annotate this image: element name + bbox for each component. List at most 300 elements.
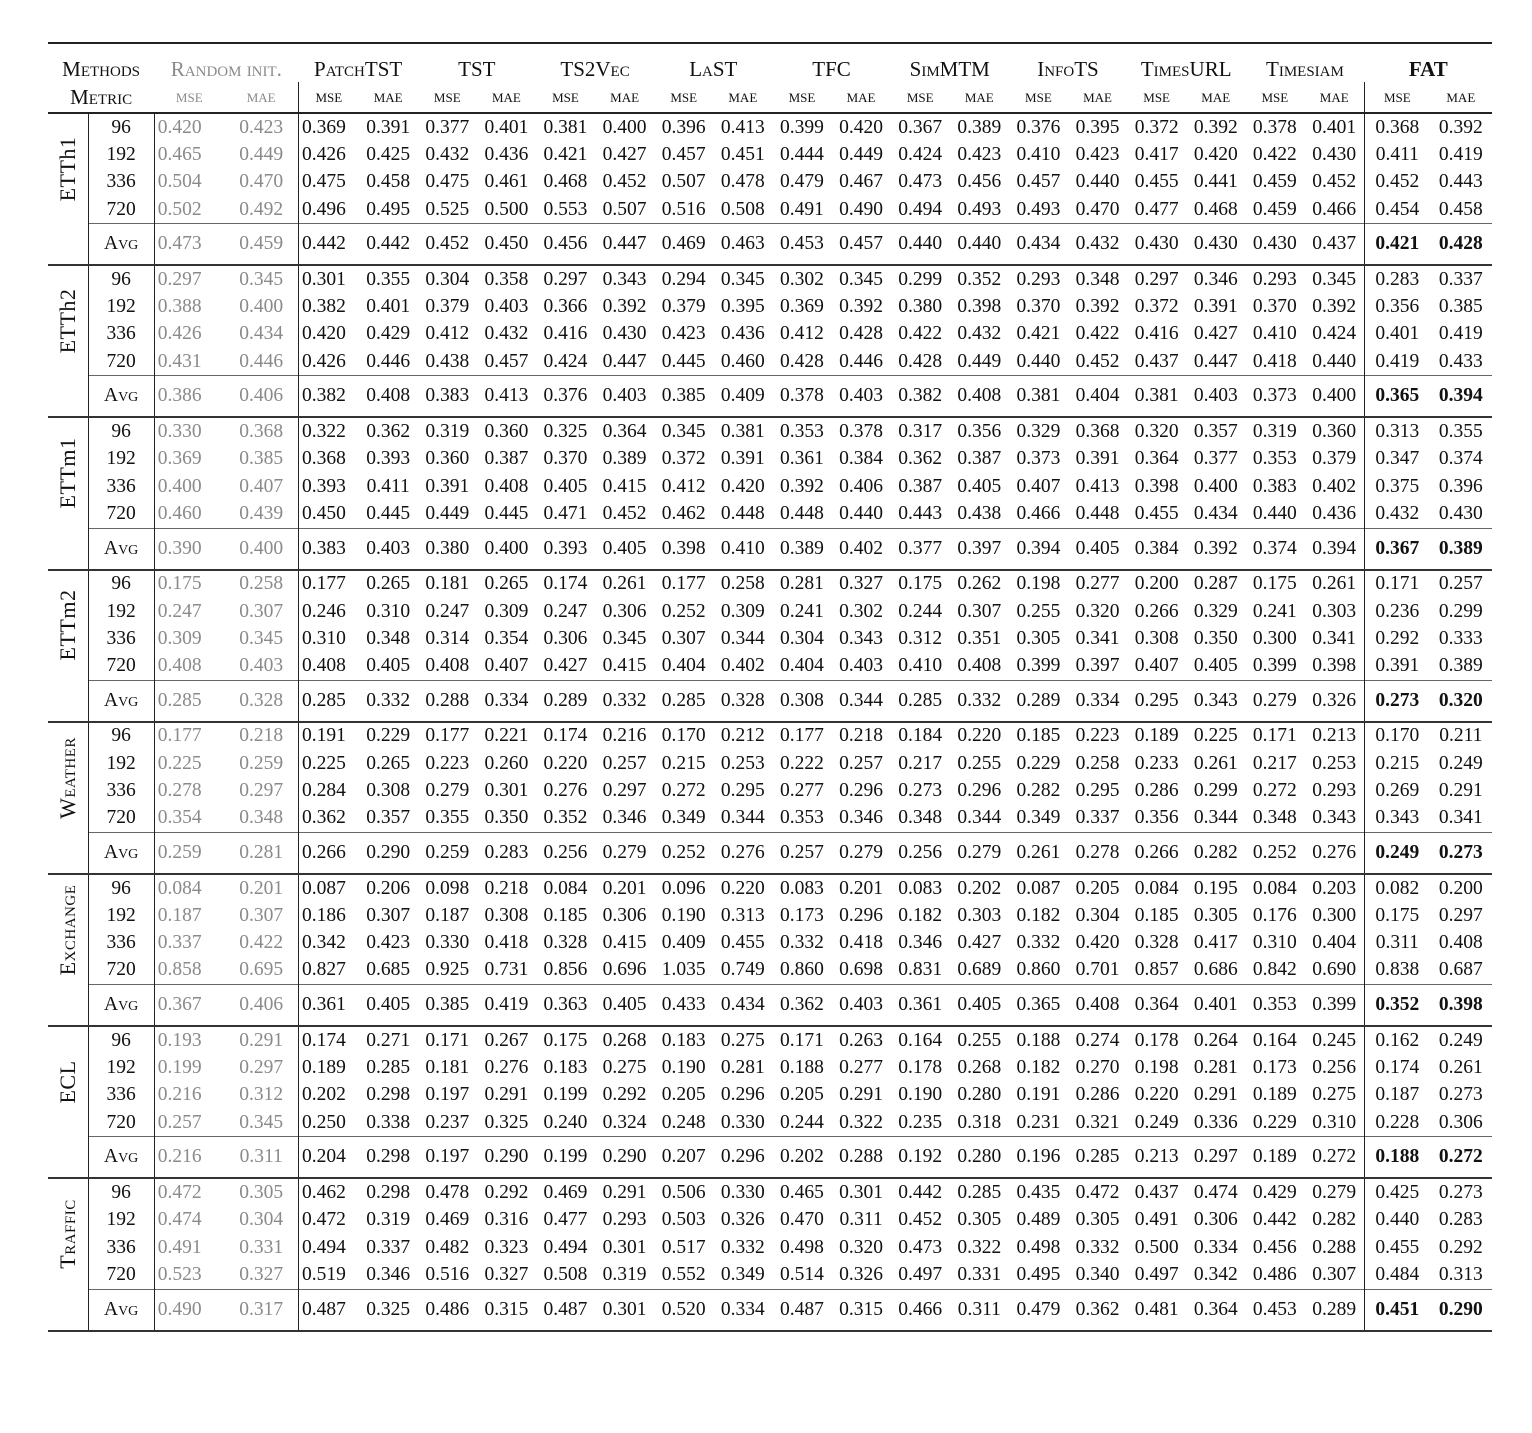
value-cell: 0.427	[602, 143, 647, 165]
random-init-value: 0.858	[154, 957, 224, 985]
dataset-label	[48, 1178, 88, 1289]
value-cell: 0.370	[543, 448, 588, 470]
avg-value-cell: 0.400	[1304, 376, 1364, 418]
value-cell: 0.470	[780, 1209, 824, 1231]
avg-value-cell: 0.487	[772, 1289, 831, 1331]
value-cell: 0.265	[366, 573, 411, 595]
avg-value-cell: 0.408	[950, 376, 1009, 418]
value-cell: 0.346	[602, 807, 647, 829]
value-cell: 0.352	[957, 268, 1002, 290]
random-init-value: 0.304	[239, 1209, 284, 1231]
avg-value-cell: 0.365	[1009, 985, 1068, 1027]
value-cell: 0.241	[780, 600, 824, 622]
value-cell: 0.368	[299, 446, 359, 473]
value-cell: 0.377	[1193, 448, 1238, 470]
value-cell: 0.343	[839, 627, 883, 649]
avg-value-cell: 0.430	[1127, 224, 1186, 266]
value-cell: 0.346	[898, 932, 943, 954]
value-cell: 0.466	[1312, 198, 1357, 220]
avg-value-cell: 0.384	[1127, 528, 1186, 570]
table-row	[48, 1234, 1492, 1261]
fat-value-cell: 0.299	[1438, 600, 1483, 622]
value-cell: 0.427	[1193, 323, 1238, 345]
value-cell: 0.174	[543, 573, 588, 595]
value-cell: 0.301	[602, 1236, 647, 1258]
avg-value-cell: 0.311	[950, 1289, 1009, 1331]
value-cell: 0.307	[366, 904, 411, 926]
table-row	[48, 722, 1492, 750]
avg-fat-value-cell: 0.367	[1365, 528, 1430, 570]
value-cell: 0.448	[780, 502, 824, 524]
value-cell: 0.329	[1193, 600, 1238, 622]
value-cell: 0.361	[780, 448, 824, 470]
fat-value-cell: 0.392	[1438, 116, 1483, 138]
value-cell: 0.202	[957, 877, 1002, 899]
value-cell: 0.356	[1134, 807, 1179, 829]
avg-spacer	[48, 832, 88, 874]
value-cell: 0.326	[720, 1209, 765, 1231]
avg-value-cell: 0.296	[713, 1137, 772, 1179]
value-cell: 0.436	[720, 323, 765, 345]
avg-value-cell: 0.440	[950, 224, 1009, 266]
metric-mae: mae	[728, 86, 758, 107]
value-cell: 0.291	[839, 1084, 883, 1106]
avg-value-cell: 0.289	[536, 680, 595, 722]
value-cell: 0.495	[1016, 1263, 1061, 1285]
avg-spacer	[48, 1289, 88, 1331]
value-cell: 0.282	[1016, 779, 1061, 801]
table-header	[48, 43, 1492, 113]
avg-value-cell: 0.397	[950, 528, 1009, 570]
horizon-cell: 336	[106, 323, 136, 345]
random-init-value: 0.258	[239, 573, 284, 595]
value-cell: 0.275	[720, 1029, 765, 1051]
value-cell: 0.494	[898, 198, 943, 220]
value-cell: 0.326	[839, 1263, 883, 1285]
avg-value-cell: 0.447	[595, 224, 654, 266]
random-init-value: 0.368	[239, 421, 284, 443]
value-cell: 0.215	[661, 752, 706, 774]
value-cell: 0.313	[720, 904, 765, 926]
metric-mae: mae	[1319, 86, 1349, 107]
value-cell: 0.409	[661, 932, 706, 954]
value-cell: 0.391	[366, 116, 411, 138]
value-cell: 0.418	[1252, 350, 1297, 372]
value-cell: 0.474	[1193, 1181, 1238, 1203]
fat-value-cell: 0.283	[1438, 1209, 1483, 1231]
value-cell: 0.452	[602, 502, 647, 524]
value-cell: 0.295	[1075, 779, 1120, 801]
avg-value-cell: 0.361	[299, 985, 359, 1027]
random-init-value: 0.327	[239, 1263, 284, 1285]
value-cell: 0.270	[1075, 1057, 1120, 1079]
avg-value-cell: 0.405	[595, 985, 654, 1027]
avg-value-cell: 0.433	[654, 985, 713, 1027]
avg-value-cell: 0.325	[359, 1289, 418, 1331]
table-row	[48, 141, 1492, 168]
value-cell: 0.407	[1134, 655, 1179, 677]
value-cell: 0.422	[1252, 143, 1297, 165]
avg-label: Avg	[88, 680, 154, 722]
avg-random-value: 0.317	[224, 1289, 298, 1331]
value-cell: 0.391	[720, 448, 765, 470]
value-cell: 0.175	[898, 573, 943, 595]
value-cell: 0.084	[543, 877, 588, 899]
avg-value-cell: 0.266	[1127, 832, 1186, 874]
value-cell: 0.494	[543, 1236, 588, 1258]
avg-value-cell: 0.289	[1304, 1289, 1364, 1331]
value-cell: 0.344	[720, 627, 765, 649]
value-cell: 0.182	[1016, 904, 1061, 926]
value-cell: 0.307	[957, 600, 1002, 622]
horizon-cell: 96	[111, 1181, 131, 1203]
avg-value-cell: 0.279	[595, 832, 654, 874]
value-cell: 0.490	[839, 198, 883, 220]
fat-value-cell: 0.389	[1438, 655, 1483, 677]
value-cell: 0.260	[484, 752, 529, 774]
value-cell: 0.327	[839, 573, 883, 595]
value-cell: 0.084	[1134, 877, 1179, 899]
value-cell: 0.307	[1312, 1263, 1357, 1285]
random-init-label: Random init.	[170, 57, 282, 81]
table-row	[48, 1178, 1492, 1206]
metric-mse: mse	[315, 86, 343, 107]
value-cell: 0.297	[602, 779, 647, 801]
value-cell: 0.355	[366, 268, 411, 290]
value-cell: 0.436	[1312, 502, 1357, 524]
value-cell: 0.183	[543, 1057, 588, 1079]
value-cell: 0.084	[1252, 877, 1297, 899]
avg-value-cell: 0.334	[1068, 680, 1127, 722]
value-cell: 0.396	[661, 116, 706, 138]
value-cell: 0.428	[898, 350, 943, 372]
avg-fat-value-cell: 0.273	[1430, 832, 1492, 874]
value-cell: 0.205	[780, 1084, 824, 1106]
value-cell: 0.189	[299, 1054, 359, 1081]
avg-random-value: 0.406	[224, 985, 298, 1027]
fat-value-cell: 0.375	[1365, 473, 1430, 500]
value-cell: 0.349	[1016, 807, 1061, 829]
value-cell: 0.292	[484, 1181, 529, 1203]
random-init-value: 0.345	[239, 627, 284, 649]
value-cell: 0.698	[839, 959, 883, 981]
value-cell: 0.399	[1016, 655, 1061, 677]
value-cell: 0.426	[299, 141, 359, 168]
avg-value-cell: 0.282	[1186, 832, 1245, 874]
method-tst: TST	[458, 57, 496, 81]
avg-value-cell: 0.409	[713, 376, 772, 418]
avg-spacer	[48, 1137, 88, 1179]
horizon-cell: 336	[106, 475, 136, 497]
fat-value-cell: 0.273	[1438, 1084, 1483, 1106]
fat-value-cell: 0.200	[1438, 877, 1483, 899]
value-cell: 0.098	[425, 877, 470, 899]
value-cell: 0.452	[1075, 350, 1120, 372]
avg-fat-value-cell: 0.272	[1430, 1137, 1492, 1179]
fat-value-cell: 0.311	[1365, 930, 1430, 957]
fat-value-cell: 0.337	[1438, 268, 1483, 290]
value-cell: 0.199	[543, 1084, 588, 1106]
fat-value-cell: 0.440	[1365, 1207, 1430, 1234]
value-cell: 0.420	[1075, 932, 1120, 954]
value-cell: 0.182	[1016, 1057, 1061, 1079]
value-cell: 0.297	[543, 268, 588, 290]
metric-mae: mae	[1201, 86, 1231, 107]
avg-value-cell: 0.290	[359, 832, 418, 874]
avg-value-cell: 0.362	[772, 985, 831, 1027]
value-cell: 0.314	[425, 627, 470, 649]
metric-mse: mse	[1261, 86, 1289, 107]
value-cell: 0.320	[1134, 421, 1179, 443]
metric-mse: mse	[670, 86, 698, 107]
metric-mse: mse	[552, 86, 579, 107]
value-cell: 0.860	[780, 959, 824, 981]
value-cell: 0.410	[1016, 143, 1061, 165]
fat-value-cell: 0.249	[1438, 752, 1483, 774]
value-cell: 0.344	[720, 807, 765, 829]
value-cell: 0.273	[898, 779, 943, 801]
avg-value-cell: 0.199	[536, 1137, 595, 1179]
avg-value-cell: 0.297	[1186, 1137, 1245, 1179]
fat-value-cell: 0.484	[1365, 1261, 1430, 1289]
avg-spacer	[48, 528, 88, 570]
random-init-value: 0.218	[239, 725, 284, 747]
avg-value-cell: 0.442	[299, 224, 359, 266]
value-cell: 0.303	[957, 904, 1002, 926]
avg-random-value: 0.459	[224, 224, 298, 266]
value-cell: 0.291	[484, 1084, 529, 1106]
horizon-cell: 96	[111, 877, 131, 899]
avg-value-cell: 0.434	[713, 985, 772, 1027]
value-cell: 0.425	[366, 143, 411, 165]
value-cell: 0.423	[366, 932, 411, 954]
value-cell: 0.417	[1134, 143, 1179, 165]
value-cell: 0.456	[957, 171, 1002, 193]
avg-value-cell: 0.285	[891, 680, 950, 722]
random-init-value: 0.385	[239, 448, 284, 470]
value-cell: 0.299	[898, 268, 943, 290]
dataset-name: Exchange	[54, 884, 80, 976]
value-cell: 0.307	[661, 627, 706, 649]
horizon-cell: 720	[106, 1263, 136, 1285]
value-cell: 0.749	[720, 959, 765, 981]
value-cell: 0.277	[780, 779, 824, 801]
value-cell: 0.402	[720, 655, 765, 677]
value-cell: 0.198	[1134, 1057, 1179, 1079]
value-cell: 0.265	[484, 573, 529, 595]
avg-value-cell: 0.213	[1127, 1137, 1186, 1179]
value-cell: 0.233	[1134, 752, 1179, 774]
value-cell: 0.456	[1252, 1236, 1297, 1258]
avg-value-cell: 0.430	[1245, 224, 1304, 266]
random-init-value: 0.307	[239, 600, 284, 622]
value-cell: 0.244	[898, 600, 943, 622]
avg-value-cell: 0.381	[1127, 376, 1186, 418]
value-cell: 0.925	[425, 959, 470, 981]
value-cell: 0.392	[839, 296, 883, 318]
avg-value-cell: 0.288	[418, 680, 477, 722]
value-cell: 0.348	[1252, 807, 1297, 829]
value-cell: 0.405	[957, 475, 1002, 497]
value-cell: 0.400	[602, 116, 647, 138]
horizon-cell: 96	[111, 116, 131, 138]
value-cell: 0.201	[839, 877, 883, 899]
value-cell: 0.338	[366, 1111, 411, 1133]
value-cell: 0.418	[484, 932, 529, 954]
avg-value-cell: 0.401	[1186, 985, 1245, 1027]
value-cell: 0.332	[780, 932, 824, 954]
horizon-cell: 336	[106, 171, 136, 193]
random-init-value: 0.407	[239, 475, 284, 497]
value-cell: 0.175	[1252, 573, 1297, 595]
avg-label: Avg	[88, 528, 154, 570]
value-cell: 0.379	[1312, 448, 1357, 470]
value-cell: 0.322	[957, 1236, 1002, 1258]
metric-mse: mse	[433, 86, 461, 107]
value-cell: 0.856	[543, 959, 588, 981]
avg-random-value: 0.406	[224, 376, 298, 418]
value-cell: 0.341	[1312, 627, 1357, 649]
table-row	[48, 1207, 1492, 1234]
fat-value-cell: 0.236	[1365, 598, 1430, 625]
value-cell: 0.507	[602, 198, 647, 220]
value-cell: 0.247	[543, 600, 588, 622]
value-cell: 0.461	[484, 171, 529, 193]
value-cell: 0.372	[1134, 296, 1179, 318]
value-cell: 0.174	[543, 725, 588, 747]
horizon-cell: 192	[106, 143, 136, 165]
value-cell: 0.459	[1252, 171, 1297, 193]
avg-value-cell: 0.383	[299, 528, 359, 570]
avg-value-cell: 0.456	[536, 224, 595, 266]
value-cell: 0.517	[661, 1236, 706, 1258]
avg-random-value: 0.400	[224, 528, 298, 570]
value-cell: 0.400	[1193, 475, 1238, 497]
value-cell: 0.455	[720, 932, 765, 954]
value-cell: 0.202	[299, 1082, 359, 1109]
metric-mae: mae	[224, 82, 298, 113]
fat-value-cell: 0.343	[1365, 805, 1430, 833]
value-cell: 0.277	[1075, 573, 1120, 595]
avg-value-cell: 0.419	[477, 985, 536, 1027]
value-cell: 0.284	[299, 777, 359, 804]
value-cell: 0.391	[425, 475, 470, 497]
avg-value-cell: 0.389	[772, 528, 831, 570]
value-cell: 0.287	[1193, 573, 1238, 595]
dataset-block-traffic	[48, 1178, 1492, 1330]
method-patchtst: PatchTST	[314, 57, 403, 81]
value-cell: 0.275	[1312, 1084, 1357, 1106]
value-cell: 0.285	[366, 1057, 411, 1079]
value-cell: 0.190	[661, 904, 706, 926]
value-cell: 0.187	[425, 904, 470, 926]
value-cell: 0.176	[1252, 904, 1297, 926]
value-cell: 0.344	[957, 807, 1002, 829]
value-cell: 0.378	[839, 421, 883, 443]
value-cell: 0.276	[484, 1057, 529, 1079]
value-cell: 0.186	[299, 902, 359, 929]
value-cell: 0.276	[543, 779, 588, 801]
value-cell: 0.368	[1075, 421, 1120, 443]
value-cell: 0.397	[1075, 655, 1120, 677]
value-cell: 0.181	[425, 1057, 470, 1079]
avg-value-cell: 0.285	[299, 680, 359, 722]
value-cell: 0.277	[839, 1057, 883, 1079]
value-cell: 0.437	[1134, 1181, 1179, 1203]
value-cell: 0.316	[484, 1209, 529, 1231]
value-cell: 0.171	[1252, 725, 1297, 747]
random-init-value: 0.439	[239, 502, 284, 524]
value-cell: 0.301	[484, 779, 529, 801]
avg-value-cell: 0.450	[477, 224, 536, 266]
value-cell: 0.293	[602, 1209, 647, 1231]
value-cell: 0.341	[1075, 627, 1120, 649]
metric-mae: mae	[846, 86, 876, 107]
value-cell: 0.413	[720, 116, 765, 138]
value-cell: 0.340	[1075, 1263, 1120, 1285]
value-cell: 0.372	[661, 448, 706, 470]
avg-value-cell: 0.392	[1186, 528, 1245, 570]
value-cell: 0.412	[425, 323, 470, 345]
random-init-value: 0.309	[154, 625, 224, 652]
avg-fat-value-cell: 0.421	[1365, 224, 1430, 266]
fat-value-cell: 0.215	[1365, 750, 1430, 777]
value-cell: 0.355	[425, 807, 470, 829]
value-cell: 0.496	[299, 196, 359, 224]
value-cell: 0.305	[957, 1209, 1002, 1231]
value-cell: 0.171	[780, 1029, 824, 1051]
avg-value-cell: 0.374	[1245, 528, 1304, 570]
value-cell: 0.253	[1312, 752, 1357, 774]
value-cell: 0.428	[839, 323, 883, 345]
value-cell: 0.430	[602, 323, 647, 345]
horizon-cell: 720	[106, 959, 136, 981]
value-cell: 0.178	[1134, 1029, 1179, 1051]
value-cell: 0.401	[484, 116, 529, 138]
method-simmtm: SimMTM	[909, 57, 990, 81]
value-cell: 0.508	[543, 1263, 588, 1285]
table-row	[48, 930, 1492, 957]
value-cell: 0.701	[1075, 959, 1120, 981]
value-cell: 0.275	[602, 1057, 647, 1079]
value-cell: 0.286	[1075, 1084, 1120, 1106]
value-cell: 0.190	[898, 1084, 943, 1106]
value-cell: 0.087	[1016, 877, 1061, 899]
value-cell: 0.459	[1252, 198, 1297, 220]
value-cell: 0.310	[366, 600, 411, 622]
avg-label: Avg	[88, 376, 154, 418]
value-cell: 0.317	[898, 421, 943, 443]
value-cell: 0.282	[1312, 1209, 1357, 1231]
avg-random-value: 0.311	[224, 1137, 298, 1179]
fat-value-cell: 0.401	[1365, 321, 1430, 348]
value-cell: 0.450	[299, 500, 359, 528]
avg-value-cell: 0.328	[713, 680, 772, 722]
method-last: LaST	[689, 57, 738, 81]
value-cell: 0.479	[780, 171, 824, 193]
value-cell: 0.427	[543, 655, 588, 677]
value-cell: 0.096	[661, 877, 706, 899]
value-cell: 0.392	[1193, 116, 1238, 138]
fat-value-cell: 0.458	[1438, 198, 1483, 220]
table-row	[48, 957, 1492, 985]
avg-value-cell: 0.402	[832, 528, 891, 570]
fat-value-cell: 0.347	[1365, 446, 1430, 473]
value-cell: 0.489	[1016, 1209, 1061, 1231]
value-cell: 0.249	[1134, 1111, 1179, 1133]
random-init-value: 0.297	[154, 265, 224, 293]
metric-label: Metric	[70, 84, 133, 109]
